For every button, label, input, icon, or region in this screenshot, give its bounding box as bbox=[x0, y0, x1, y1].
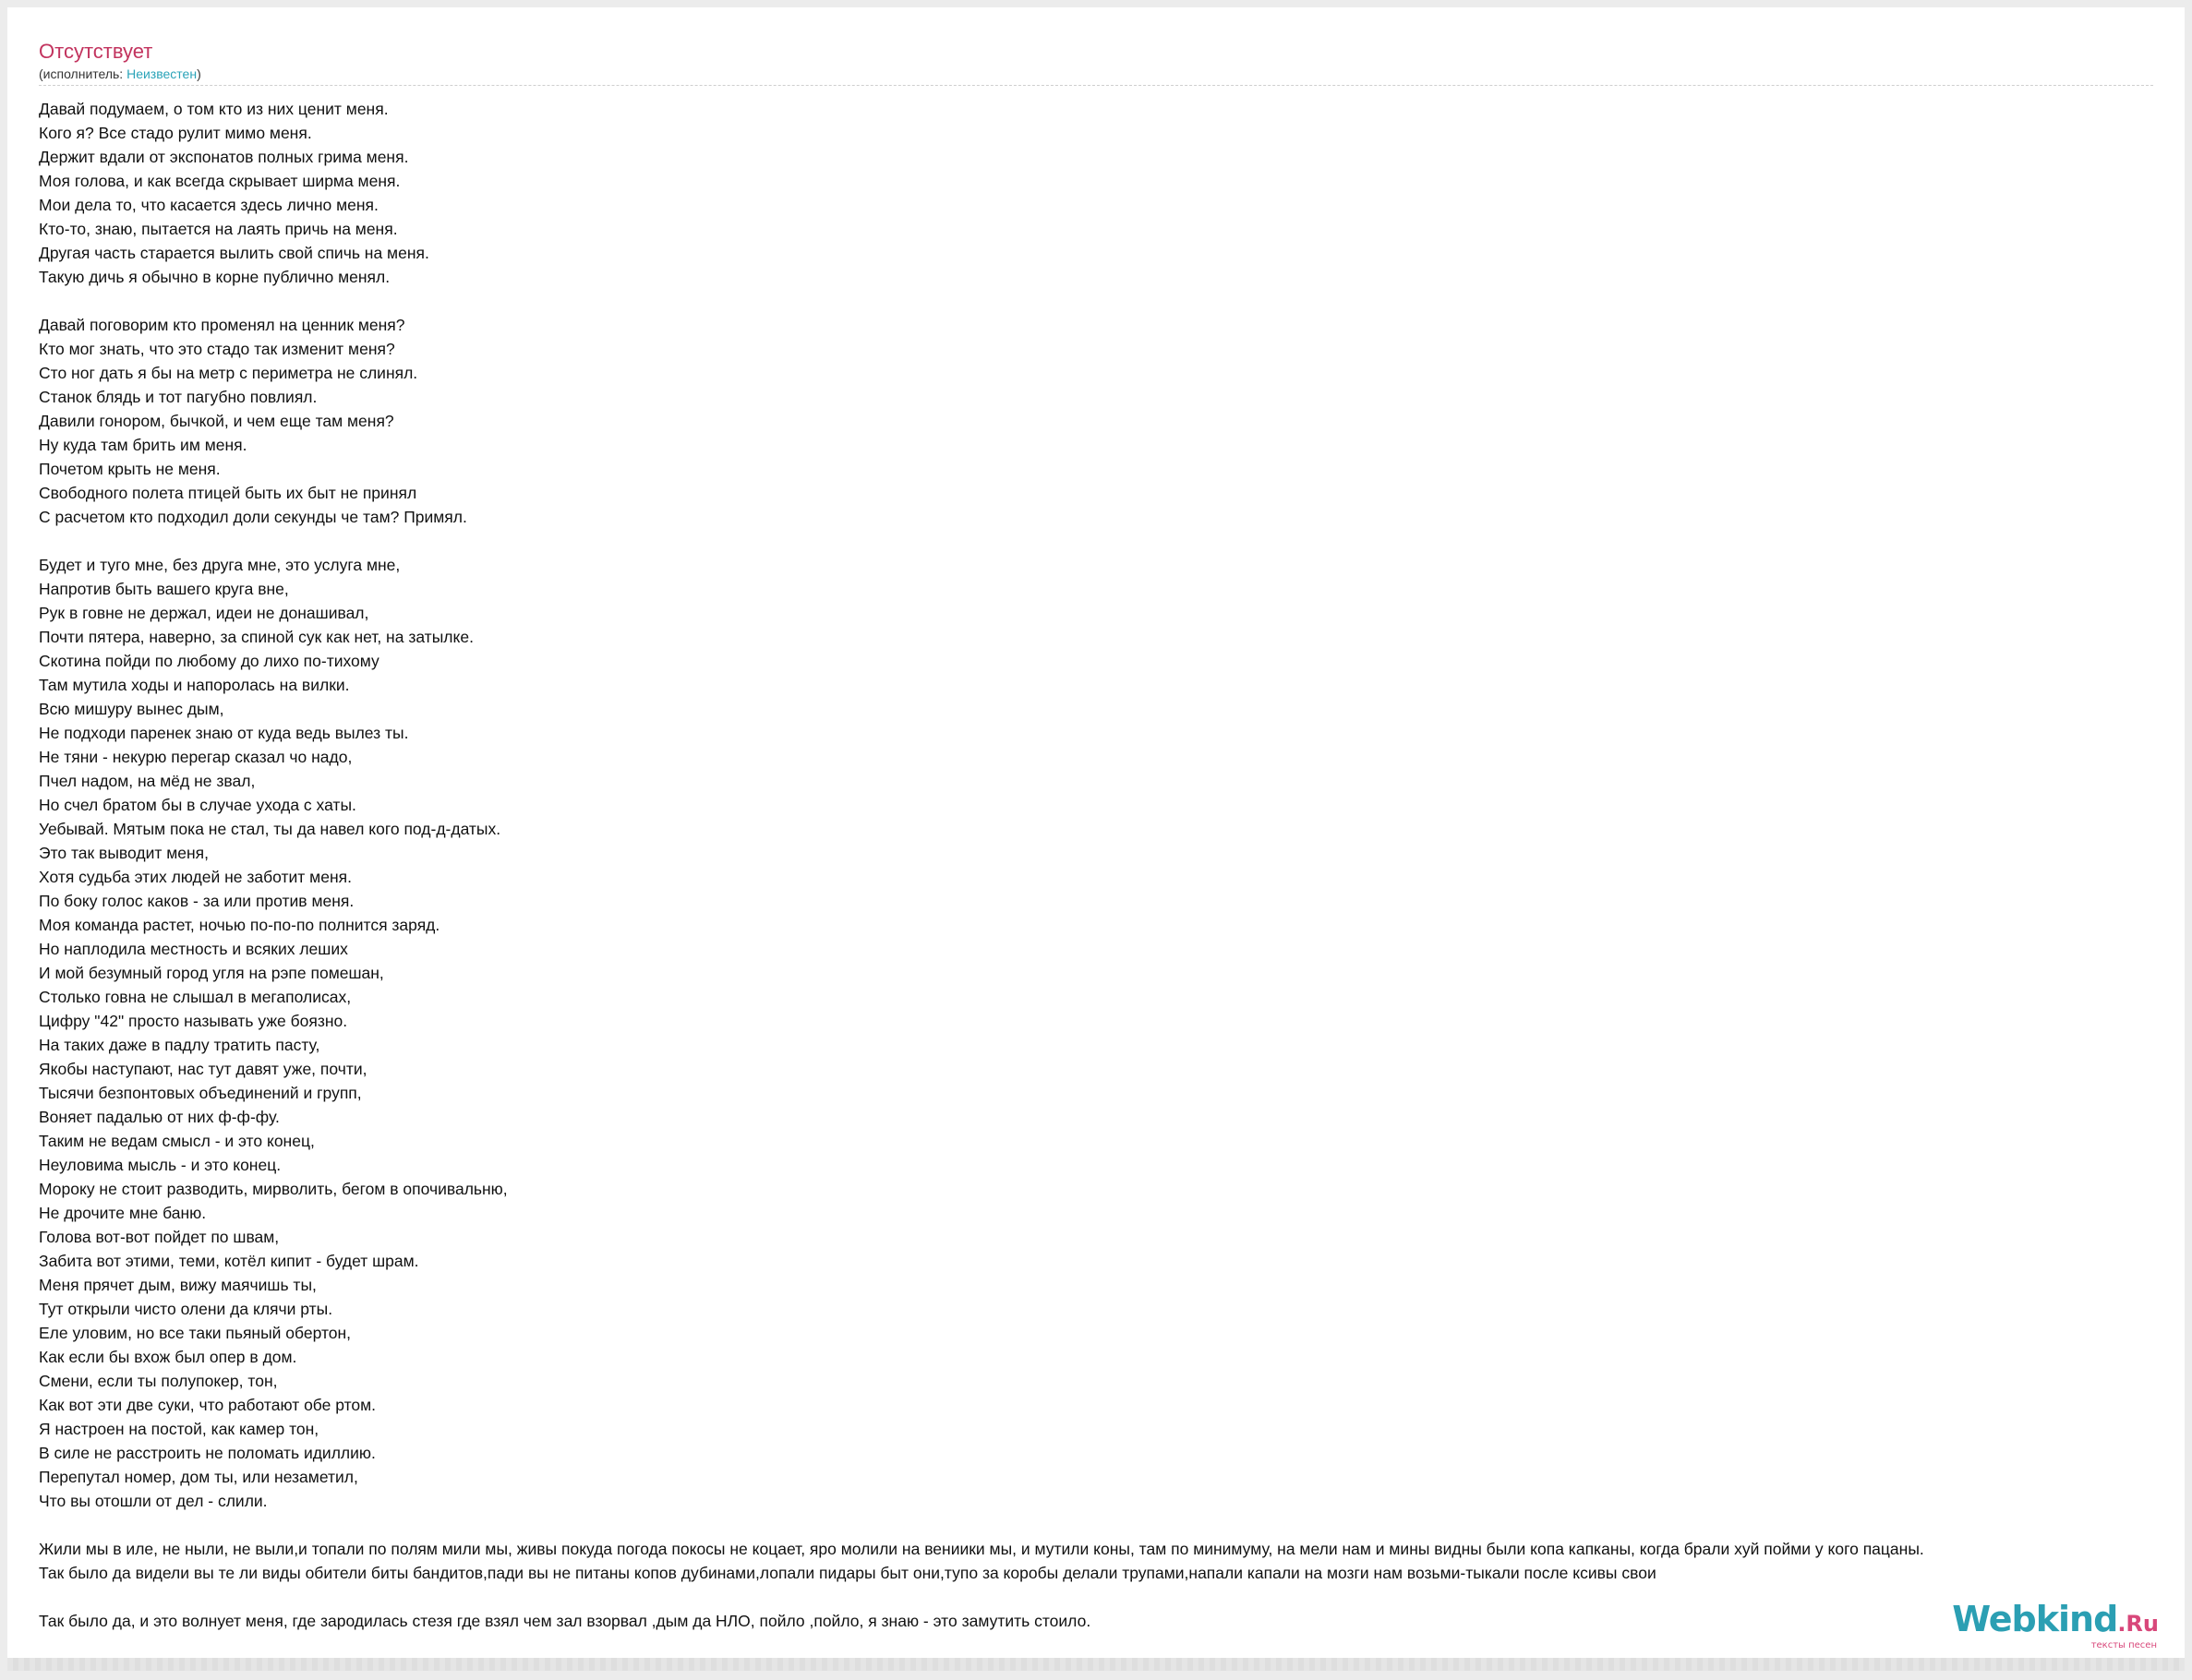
lyrics-line: Но счел братом бы в случае ухода с хаты. bbox=[39, 796, 356, 814]
lyrics-line: Свободного полета птицей быть их быт не принял bbox=[39, 484, 417, 502]
lyrics-line: Жили мы в иле, не ныли, не выли,и топали по полям мили мы, живы покуда погода покосы не коцает, яро молили на вениики мы, и мутили коны, там по минимуму, на мели нам и мины видны были копа капканы, когда брали хуй пойми у кого пацаны. bbox=[39, 1540, 1924, 1558]
content-area bbox=[39, 39, 2153, 1633]
lyrics-line: В силе не расстроить не поломать идиллию. bbox=[39, 1444, 376, 1462]
lyrics-line: Как если бы вхож был опер в дом. bbox=[39, 1348, 297, 1366]
lyrics-line: Воняет падалью от них ф-ф-фу. bbox=[39, 1108, 280, 1126]
lyrics-line: Кто-то, знаю, пытается на лаять причь на меня. bbox=[39, 220, 398, 238]
lyrics-line: Почти пятера, наверно, за спиной сук как нет, на затылке. bbox=[39, 628, 474, 646]
lyrics-line: Не дрочите мне баню. bbox=[39, 1204, 207, 1222]
lyrics-line: Уебывай. Мятым пока не стал, ты да навел кого под-д-датых. bbox=[39, 820, 501, 838]
site-logo[interactable] bbox=[1952, 1599, 2159, 1650]
lyrics-line: Забита вот этими, теми, котёл кипит - будет шрам. bbox=[39, 1252, 419, 1270]
lyrics-line: Почетом крыть не меня. bbox=[39, 460, 221, 478]
lyrics-line: Тут открыли чисто олени да клячи рты. bbox=[39, 1300, 333, 1318]
lyrics-line: Хотя судьба этих людей не заботит меня. bbox=[39, 868, 352, 886]
lyrics-line: Таким не ведам смысл - и это конец, bbox=[39, 1132, 315, 1150]
title-divider bbox=[39, 85, 2153, 86]
lyrics-line: Ну куда там брить им меня. bbox=[39, 436, 247, 454]
lyrics-line: Как вот эти две суки, что работают обе ртом. bbox=[39, 1396, 377, 1414]
lyrics-body bbox=[39, 97, 2153, 1633]
lyrics-line: Неуловима мысль - и это конец. bbox=[39, 1156, 282, 1174]
lyrics-line: Мои дела то, что касается здесь лично меня. bbox=[39, 196, 379, 214]
lyrics-line: Не тяни - некурю перегар сказал чо надо, bbox=[39, 748, 353, 766]
lyrics-line: Напротив быть вашего круга вне, bbox=[39, 580, 289, 598]
lyrics-line: Давай поговорим кто променял на ценник меня? bbox=[39, 316, 405, 334]
lyrics-line: Там мутила ходы и напоролась на вилки. bbox=[39, 676, 350, 694]
lyrics-line: И мой безумный город угля на рэпе помешан, bbox=[39, 964, 384, 982]
lyrics-line: Кто мог знать, что это стадо так изменит меня? bbox=[39, 340, 395, 358]
lyrics-line: Еле уловим, но все таки пьяный обертон, bbox=[39, 1324, 352, 1342]
performer-link[interactable]: Неизвестен bbox=[126, 66, 198, 81]
lyrics-line: Станок блядь и тот пагубно повлиял. bbox=[39, 388, 318, 406]
lyrics-line: Моя голова, и как всегда скрывает ширма меня. bbox=[39, 172, 401, 190]
lyrics-line: Сто ног дать я бы на метр с периметра не слинял. bbox=[39, 364, 418, 382]
lyrics-line: Голова вот-вот пойдет по швам, bbox=[39, 1228, 280, 1246]
lyrics-line: Давили гонором, бычкой, и чем еще там меня? bbox=[39, 412, 394, 430]
performer-suffix: ) bbox=[197, 66, 201, 81]
page-card bbox=[7, 7, 2185, 1658]
lyrics-line: Перепутал номер, дом ты, или незаметил, bbox=[39, 1468, 358, 1486]
lyrics-line: Но наплодила местность и всяких леших bbox=[39, 940, 348, 958]
lyrics-line: Так было да видели вы те ли виды обители биты бандитов,пади вы не питаны копов дубинами,лопали пидары быт они,тупо за коробы делали трупами,напали капали на мозги нам возьми-тыкали после ксивы свои bbox=[39, 1564, 1656, 1582]
lyrics-line: На таких даже в падлу тратить пасту, bbox=[39, 1036, 320, 1054]
lyrics-line: По боку голос каков - за или против меня. bbox=[39, 892, 355, 910]
lyrics-blank-line bbox=[39, 1513, 2153, 1537]
lyrics-line: Давай подумаем, о том кто из них ценит меня. bbox=[39, 100, 389, 118]
lyrics-line: Моя команда растет, ночью по-по-по полнится заряд. bbox=[39, 916, 440, 934]
song-title: Отсутствует bbox=[39, 40, 153, 63]
logo-tagline: тексты песен bbox=[2090, 1640, 2157, 1650]
performer-prefix: (исполнитель: bbox=[39, 66, 127, 81]
lyrics-line: Мороку не стоит разводить, мирволить, бегом в опочивальню, bbox=[39, 1180, 508, 1198]
lyrics-line: Не подходи паренек знаю от куда ведь вылез ты. bbox=[39, 724, 409, 742]
lyrics-line: Держит вдали от экспонатов полных грима меня. bbox=[39, 148, 409, 166]
page-bottom-border bbox=[7, 1658, 2185, 1671]
lyrics-line: Так было да, и это волнует меня, где зародилась стезя где взял чем зал взорвал ,дым да НЛО, пойло ,пойло, я знаю - это замутить стоило. bbox=[39, 1612, 1091, 1630]
lyrics-line: Тысячи безпонтовых объединений и групп, bbox=[39, 1084, 362, 1102]
lyrics-line: Такую дичь я обычно в корне публично менял. bbox=[39, 268, 391, 286]
lyrics-line: Меня прячет дым, вижу маячишь ты, bbox=[39, 1276, 317, 1294]
lyrics-line: Цифру "42" просто называть уже боязно. bbox=[39, 1012, 348, 1030]
lyrics-line: Рук в говне не держал, идеи не донашивал, bbox=[39, 604, 369, 622]
lyrics-line: С расчетом кто подходил доли секунды че там? Примял. bbox=[39, 508, 467, 526]
logo-main-text: Webkind bbox=[1952, 1599, 2118, 1639]
lyrics-line: Всю мишуру вынес дым, bbox=[39, 700, 224, 718]
lyrics-line: Скотина пойди по любому до лихо по-тихому bbox=[39, 652, 379, 670]
lyrics-line: Пчел надом, на мёд не звал, bbox=[39, 772, 256, 790]
lyrics-line: Столько говна не слышал в мегаполисах, bbox=[39, 988, 352, 1006]
logo-suffix-text: .Ru bbox=[2117, 1611, 2159, 1637]
lyrics-line: Смени, если ты полупокер, тон, bbox=[39, 1372, 278, 1390]
lyrics-line: Будет и туго мне, без друга мне, это услуга мне, bbox=[39, 556, 401, 574]
lyrics-blank-line bbox=[39, 1585, 2153, 1609]
lyrics-blank-line bbox=[39, 529, 2153, 553]
lyrics-line: Якобы наступают, нас тут давят уже, почти, bbox=[39, 1060, 367, 1078]
lyrics-line: Что вы отошли от дел - слили. bbox=[39, 1492, 268, 1510]
lyrics-line: Я настроен на постой, как камер тон, bbox=[39, 1420, 319, 1438]
lyrics-line: Кого я? Все стадо рулит мимо меня. bbox=[39, 124, 312, 142]
lyrics-line: Это так выводит меня, bbox=[39, 844, 210, 862]
performer-line bbox=[39, 65, 2153, 83]
lyrics-line: Другая часть старается вылить свой спичь на меня. bbox=[39, 244, 429, 262]
lyrics-blank-line bbox=[39, 289, 2153, 313]
